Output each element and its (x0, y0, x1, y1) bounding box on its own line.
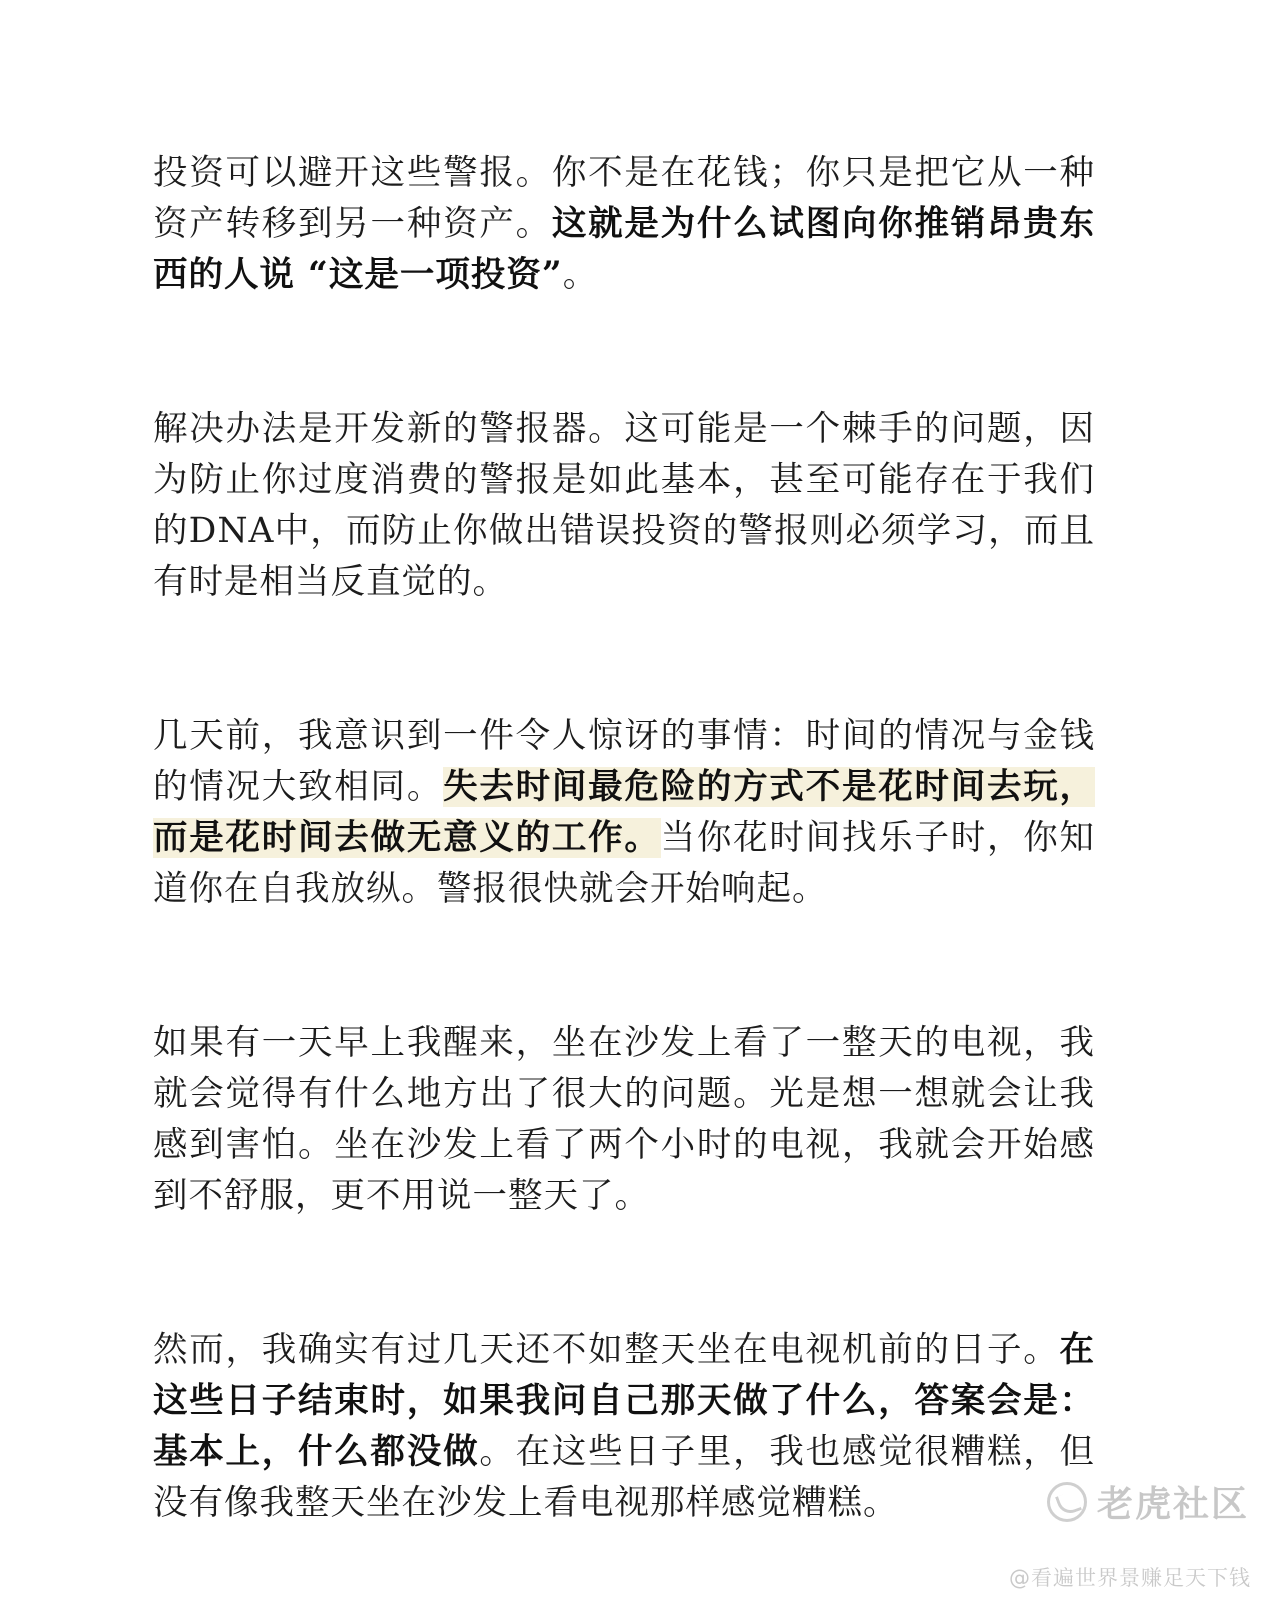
watermark (1047, 1476, 1249, 1527)
bold-text-segment: 在这些日子结束时，如果我问自己那天做了什么，答案会是：基本上，什么都没做 (153, 1330, 1095, 1472)
text-segment: 。在这些日子里，我也感觉很糟糕，但没有像我整天坐在沙发上看电视那样感觉糟糕。 (153, 1432, 1096, 1523)
text-segment: 当你花时间找乐子时，你知道你在自我放纵。警报很快就会开始响起。 (153, 818, 1095, 909)
text-segment: 。 (562, 255, 599, 295)
article-body (153, 148, 1095, 1529)
watermark-brand: 老虎社区 (1096, 1484, 1249, 1525)
bold-text-segment: 这就是为什么试图向你推销昂贵东西的人说 “这是一项投资” (153, 204, 1095, 295)
text-segment: 投资可以避开这些警报。你不是在花钱；你只是把它从一种资产转移到另一种资产。 (153, 153, 1095, 244)
paragraph (153, 404, 1095, 608)
paragraph (153, 711, 1095, 915)
text-segment: 解决办法是开发新的警报器。这可能是一个棘手的问题，因为防止你过度消费的警报是如此基本，甚至可能存在于我们的DNA中，而防止你做出错误投资的警报则必须学习，而且有时是相当反直觉的。 (153, 409, 1095, 602)
text-segment: 如果有一天早上我醒来，坐在沙发上看了一整天的电视，我就会觉得有什么地方出了很大的问题。光是想一想就会让我感到害怕。坐在沙发上看了两个小时的电视，我就会开始感到不舒服，更不用说一整天了。 (153, 1023, 1095, 1216)
tiger-community-logo-icon (1047, 1482, 1087, 1522)
watermark-handle: @看遍世界景赚足天下钱 (1009, 1566, 1251, 1590)
text-segment: 然而，我确实有过几天还不如整天坐在电视机前的日子。 (153, 1330, 1060, 1370)
paragraph (153, 1325, 1095, 1529)
paragraph (153, 1018, 1095, 1222)
highlighted-bold-text-segment: 失去时间最危险的方式不是花时间去玩，而是花时间去做无意义的工作。 (153, 767, 1096, 858)
text-segment: 几天前，我意识到一件令人惊讶的事情：时间的情况与金钱的情况大致相同。 (153, 716, 1095, 807)
paragraph (153, 148, 1095, 301)
